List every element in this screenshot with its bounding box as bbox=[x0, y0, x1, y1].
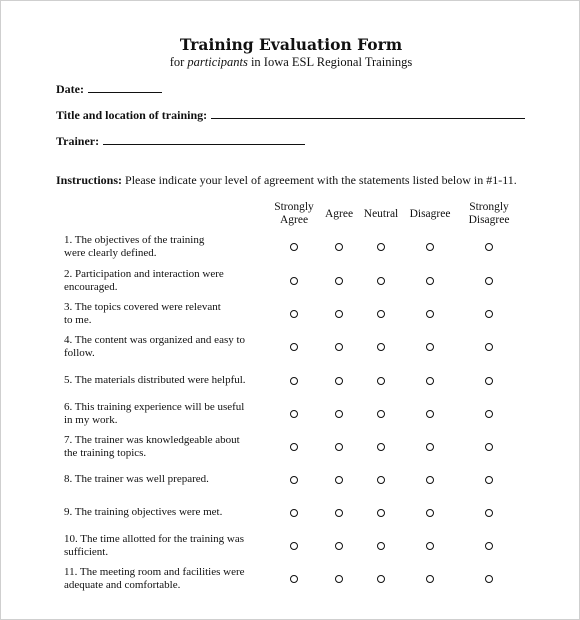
column-header-line1: Neutral bbox=[363, 208, 399, 220]
radio-q3-strongly-agree[interactable] bbox=[290, 310, 298, 318]
radio-q2-strongly-agree[interactable] bbox=[290, 277, 298, 285]
radio-q2-neutral[interactable] bbox=[377, 277, 385, 285]
radio-q2-agree[interactable] bbox=[335, 277, 343, 285]
radio-q10-agree[interactable] bbox=[335, 542, 343, 550]
radio-q3-agree[interactable] bbox=[335, 310, 343, 318]
statement-10 bbox=[64, 533, 269, 559]
radio-q7-neutral[interactable] bbox=[377, 443, 385, 451]
radio-q10-strongly-disagree[interactable] bbox=[485, 542, 493, 550]
radio-q11-disagree[interactable] bbox=[426, 575, 434, 583]
statement-8 bbox=[64, 473, 269, 486]
statement-line1: 10. The time allotted for the training was bbox=[64, 533, 245, 545]
training-title-label: Title and location of training: bbox=[56, 108, 208, 122]
form-subtitle bbox=[1, 55, 580, 70]
radio-q4-strongly-agree[interactable] bbox=[290, 343, 298, 351]
instructions-label: Instructions: bbox=[56, 173, 123, 187]
statement-line1: 9. The training objectives were met. bbox=[64, 506, 223, 518]
column-header-line1: Strongly bbox=[274, 201, 314, 213]
statement-line1: 2. Participation and interaction were bbox=[64, 268, 224, 280]
statement-line2: in my work. bbox=[64, 414, 118, 426]
trainer-input-line[interactable] bbox=[103, 133, 305, 145]
form-title: Training Evaluation Form bbox=[179, 35, 403, 54]
radio-q3-strongly-disagree[interactable] bbox=[485, 310, 493, 318]
radio-q7-strongly-disagree[interactable] bbox=[485, 443, 493, 451]
radio-q9-agree[interactable] bbox=[335, 509, 343, 517]
statement-line1: 6. This training experience will be useful bbox=[64, 401, 245, 413]
statement-2 bbox=[64, 268, 269, 294]
radio-q9-neutral[interactable] bbox=[377, 509, 385, 517]
statement-line1: 3. The topics covered were relevant bbox=[64, 301, 221, 313]
statement-3 bbox=[64, 301, 269, 327]
radio-q5-agree[interactable] bbox=[335, 377, 343, 385]
radio-q1-neutral[interactable] bbox=[377, 243, 385, 251]
radio-q7-agree[interactable] bbox=[335, 443, 343, 451]
column-header-neutral bbox=[364, 208, 398, 221]
radio-q4-agree[interactable] bbox=[335, 343, 343, 351]
radio-q2-strongly-disagree[interactable] bbox=[485, 277, 493, 285]
column-header-line1: Strongly bbox=[469, 201, 509, 213]
statement-line2: sufficient. bbox=[64, 546, 109, 558]
radio-q5-disagree[interactable] bbox=[426, 377, 434, 385]
trainer-label: Trainer: bbox=[56, 134, 100, 148]
radio-q11-neutral[interactable] bbox=[377, 575, 385, 583]
statement-line2: encouraged. bbox=[64, 281, 118, 293]
radio-q10-neutral[interactable] bbox=[377, 542, 385, 550]
statement-9 bbox=[64, 506, 269, 519]
instructions-text: Please indicate your level of agreement with the statements listed below in #1-11. bbox=[122, 173, 517, 187]
instructions bbox=[56, 173, 517, 188]
statement-line2: adequate and comfortable. bbox=[64, 579, 181, 591]
radio-q4-disagree[interactable] bbox=[426, 343, 434, 351]
statement-line1: 8. The trainer was well prepared. bbox=[64, 473, 209, 485]
subtitle-italic: participants bbox=[187, 55, 248, 69]
radio-q10-disagree[interactable] bbox=[426, 542, 434, 550]
radio-q3-disagree[interactable] bbox=[426, 310, 434, 318]
statement-line2: follow. bbox=[64, 347, 95, 359]
radio-q6-strongly-agree[interactable] bbox=[290, 410, 298, 418]
statement-5 bbox=[64, 374, 269, 387]
radio-q3-neutral[interactable] bbox=[377, 310, 385, 318]
radio-q11-strongly-agree[interactable] bbox=[290, 575, 298, 583]
radio-q8-agree[interactable] bbox=[335, 476, 343, 484]
column-header-strongly-disagree bbox=[469, 201, 510, 227]
radio-q6-strongly-disagree[interactable] bbox=[485, 410, 493, 418]
radio-q8-neutral[interactable] bbox=[377, 476, 385, 484]
column-header-line2: Agree bbox=[279, 214, 309, 226]
trainer-field bbox=[56, 133, 305, 149]
date-input-line[interactable] bbox=[88, 81, 162, 93]
column-header-line2: Disagree bbox=[468, 214, 510, 226]
statement-line2: the training topics. bbox=[64, 447, 147, 459]
radio-q1-agree[interactable] bbox=[335, 243, 343, 251]
radio-q4-strongly-disagree[interactable] bbox=[485, 343, 493, 351]
training-title-field bbox=[56, 107, 525, 123]
column-header-agree bbox=[325, 208, 353, 221]
column-header-line1: Disagree bbox=[409, 208, 451, 220]
radio-q6-disagree[interactable] bbox=[426, 410, 434, 418]
statement-line1: 7. The trainer was knowledgeable about bbox=[64, 434, 240, 446]
radio-q8-disagree[interactable] bbox=[426, 476, 434, 484]
statement-line1: 5. The materials distributed were helpful. bbox=[64, 374, 246, 386]
subtitle-prefix: for bbox=[169, 55, 188, 69]
radio-q4-neutral[interactable] bbox=[377, 343, 385, 351]
statement-line1: 4. The content was organized and easy to bbox=[64, 334, 246, 346]
training-title-input-line[interactable] bbox=[211, 107, 525, 119]
radio-q11-strongly-disagree[interactable] bbox=[485, 575, 493, 583]
radio-q11-agree[interactable] bbox=[335, 575, 343, 583]
radio-q5-strongly-disagree[interactable] bbox=[485, 377, 493, 385]
statement-line2: to me. bbox=[64, 314, 92, 326]
radio-q7-disagree[interactable] bbox=[426, 443, 434, 451]
radio-q1-disagree[interactable] bbox=[426, 243, 434, 251]
radio-q8-strongly-disagree[interactable] bbox=[485, 476, 493, 484]
column-header-line1: Agree bbox=[324, 208, 354, 220]
radio-q9-disagree[interactable] bbox=[426, 509, 434, 517]
column-header-disagree bbox=[410, 208, 451, 221]
radio-q7-strongly-agree[interactable] bbox=[290, 443, 298, 451]
date-label: Date: bbox=[56, 82, 84, 96]
statement-11 bbox=[64, 566, 269, 592]
radio-q6-neutral[interactable] bbox=[377, 410, 385, 418]
statement-4 bbox=[64, 334, 269, 360]
statement-6 bbox=[64, 401, 269, 427]
radio-q5-neutral[interactable] bbox=[377, 377, 385, 385]
radio-q9-strongly-agree[interactable] bbox=[290, 509, 298, 517]
radio-q2-disagree[interactable] bbox=[426, 277, 434, 285]
radio-q10-strongly-agree[interactable] bbox=[290, 542, 298, 550]
statement-line1: 11. The meeting room and facilities were bbox=[64, 566, 245, 578]
radio-q8-strongly-agree[interactable] bbox=[290, 476, 298, 484]
radio-q9-strongly-disagree[interactable] bbox=[485, 509, 493, 517]
statement-line2: were clearly defined. bbox=[64, 247, 157, 259]
radio-q5-strongly-agree[interactable] bbox=[290, 377, 298, 385]
radio-q1-strongly-disagree[interactable] bbox=[485, 243, 493, 251]
statement-7 bbox=[64, 434, 269, 460]
radio-q6-agree[interactable] bbox=[335, 410, 343, 418]
subtitle-suffix: in Iowa ESL Regional Trainings bbox=[247, 55, 413, 69]
column-header-strongly-agree bbox=[274, 201, 314, 227]
radio-q1-strongly-agree[interactable] bbox=[290, 243, 298, 251]
statement-1 bbox=[64, 234, 269, 260]
date-field bbox=[56, 81, 162, 97]
statement-line1: 1. The objectives of the training bbox=[64, 234, 205, 246]
